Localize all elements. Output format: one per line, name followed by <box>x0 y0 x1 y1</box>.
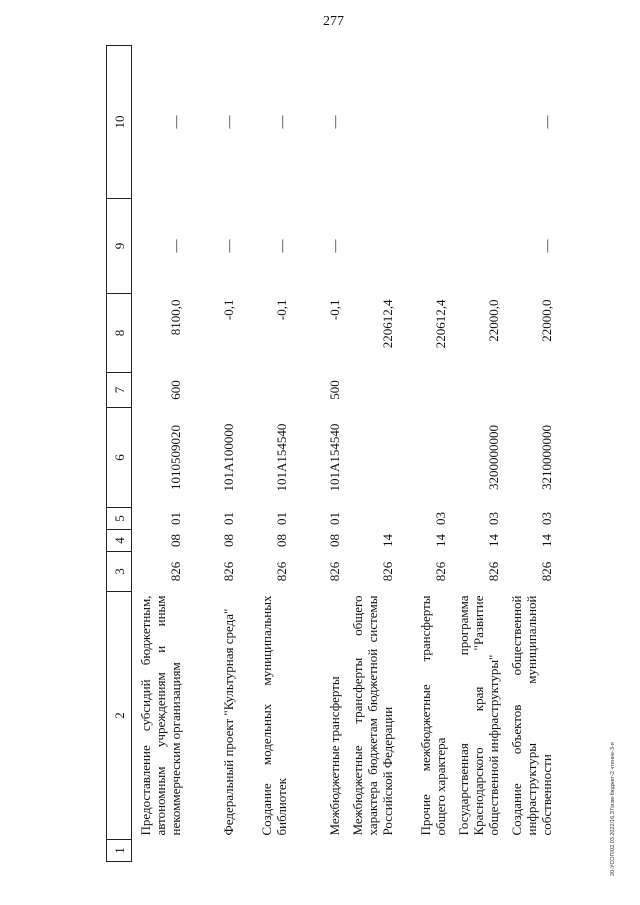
table-row <box>185 46 238 862</box>
header-col-2: 2 <box>107 592 132 840</box>
cell-col-10 <box>397 46 450 199</box>
cell-col-1 <box>450 840 503 862</box>
cell-col-6 <box>397 408 450 508</box>
header-col-3: 3 <box>107 552 132 592</box>
cell-col-9 <box>132 199 185 294</box>
cell-col-4: 14 <box>432 534 448 547</box>
cell-col-10 <box>238 46 291 199</box>
cell-col-1 <box>291 840 344 862</box>
table-row <box>450 46 503 862</box>
header-col-10: 10 <box>107 46 132 199</box>
cell-col-1 <box>344 840 397 862</box>
budget-table <box>106 45 556 862</box>
cell-col-4: 14 <box>538 534 554 547</box>
table-row <box>503 46 556 862</box>
cell-col-9 <box>397 199 450 294</box>
cell-name: Прочие межбюджетные трансферты общего характера <box>417 595 448 836</box>
cell-col-3: 826 <box>538 561 554 582</box>
cell-col-10 <box>503 46 556 199</box>
dash-mark: — <box>167 115 183 129</box>
cell-col-6: 101А100000 <box>220 423 236 492</box>
cell-col-5: 03 <box>538 512 554 525</box>
cell-col-7 <box>238 373 291 408</box>
cell-col-7 <box>503 373 556 408</box>
header-col-8: 8 <box>107 294 132 373</box>
cell-name: Создание объектов общественной инфраструктуры муниципальной собственности <box>508 595 554 836</box>
cell-col-4: 08 <box>167 534 183 547</box>
cell-col-9 <box>344 199 397 294</box>
cell-col-6: 1010509020 <box>167 425 183 490</box>
cell-col-7 <box>185 373 238 408</box>
dash-mark: — <box>538 239 554 253</box>
cell-col-7 <box>397 373 450 408</box>
table-row <box>291 46 344 862</box>
cell-name: Создание модельных муниципальных библиотек <box>258 595 289 836</box>
cell-col-1 <box>185 840 238 862</box>
header-col-4: 4 <box>107 530 132 552</box>
cell-name: Предоставление субсидий бюджетным, автономным учреждениям и иным некоммерческим организациям <box>137 595 183 836</box>
cell-col-8: 220612,4 <box>379 299 395 349</box>
dash-mark: — <box>167 239 183 253</box>
dash-mark: — <box>273 239 289 253</box>
cell-col-5: 03 <box>485 512 501 525</box>
cell-col-10 <box>291 46 344 199</box>
cell-col-5 <box>344 508 397 530</box>
cell-col-4: 08 <box>220 534 236 547</box>
cell-col-8: 8100,0 <box>167 299 183 336</box>
cell-col-8: -0,1 <box>326 299 342 321</box>
cell-col-4: 14 <box>379 534 395 547</box>
cell-col-9 <box>450 199 503 294</box>
cell-col-8: 22000,0 <box>485 299 501 342</box>
cell-col-3: 826 <box>167 561 183 582</box>
table-row <box>238 46 291 862</box>
cell-col-10 <box>344 46 397 199</box>
cell-col-3: 826 <box>432 561 448 582</box>
cell-name: Межбюджетные трансферты общего характера бюджетам бюджетной системы Российской Федерации <box>349 595 395 836</box>
dash-mark: — <box>538 115 554 129</box>
header-col-9: 9 <box>107 199 132 294</box>
cell-col-9 <box>238 199 291 294</box>
table-row <box>132 46 185 862</box>
dash-mark: — <box>326 239 342 253</box>
cell-col-8: -0,1 <box>273 299 289 321</box>
side-note-text: 20-УСОП/02.03.2022/16.37/изм-бюджет-2 чтение-3-я <box>610 742 616 876</box>
page-number: 277 <box>323 14 344 29</box>
cell-col-3: 826 <box>220 561 236 582</box>
cell-col-6 <box>344 408 397 508</box>
cell-col-6: 3200000000 <box>485 425 501 490</box>
cell-col-1 <box>397 840 450 862</box>
dash-mark: — <box>326 115 342 129</box>
table-row <box>344 46 397 862</box>
dash-mark: — <box>220 115 236 129</box>
cell-col-1 <box>503 840 556 862</box>
cell-col-10 <box>185 46 238 199</box>
cell-col-10 <box>450 46 503 199</box>
cell-col-5: 01 <box>273 512 289 525</box>
table-body <box>132 46 556 862</box>
header-col-7: 7 <box>107 373 132 408</box>
header-col-1: 1 <box>107 840 132 862</box>
cell-col-7: 500 <box>326 380 342 400</box>
cell-col-6: 101А154540 <box>273 423 289 492</box>
header-col-6: 6 <box>107 408 132 508</box>
cell-col-8: 220612,4 <box>432 299 448 349</box>
cell-col-1 <box>238 840 291 862</box>
cell-col-4: 08 <box>273 534 289 547</box>
cell-col-8: 22000,0 <box>538 299 554 342</box>
cell-col-5: 01 <box>326 512 342 525</box>
cell-name: Федеральный проект "Культурная среда" <box>220 608 236 836</box>
cell-col-10 <box>132 46 185 199</box>
cell-col-6: 3210000000 <box>538 425 554 490</box>
cell-col-5: 01 <box>220 512 236 525</box>
cell-col-4: 08 <box>326 534 342 547</box>
cell-name: Межбюджетные трансферты <box>326 676 342 836</box>
cell-col-6: 101А154540 <box>326 423 342 492</box>
cell-col-7 <box>450 373 503 408</box>
cell-col-3: 826 <box>379 561 395 582</box>
cell-col-3: 826 <box>485 561 501 582</box>
dash-mark: — <box>273 115 289 129</box>
cell-col-4: 14 <box>485 534 501 547</box>
cell-col-7 <box>344 373 397 408</box>
cell-col-9 <box>503 199 556 294</box>
cell-col-3: 826 <box>273 561 289 582</box>
dash-mark: — <box>220 239 236 253</box>
cell-col-5: 01 <box>167 512 183 525</box>
cell-col-8: -0,1 <box>220 299 236 321</box>
header-row <box>107 46 132 862</box>
cell-name: Государственная программа Краснодарского края "Развитие общественной инфраструктуры" <box>455 595 501 836</box>
cell-col-1 <box>132 840 185 862</box>
cell-col-3: 826 <box>326 561 342 582</box>
rotated-table-wrapper <box>106 46 612 862</box>
table-row <box>397 46 450 862</box>
header-col-5: 5 <box>107 508 132 530</box>
cell-col-7: 600 <box>167 380 183 400</box>
cell-col-5: 03 <box>432 512 448 525</box>
cell-col-9 <box>291 199 344 294</box>
cell-col-9 <box>185 199 238 294</box>
